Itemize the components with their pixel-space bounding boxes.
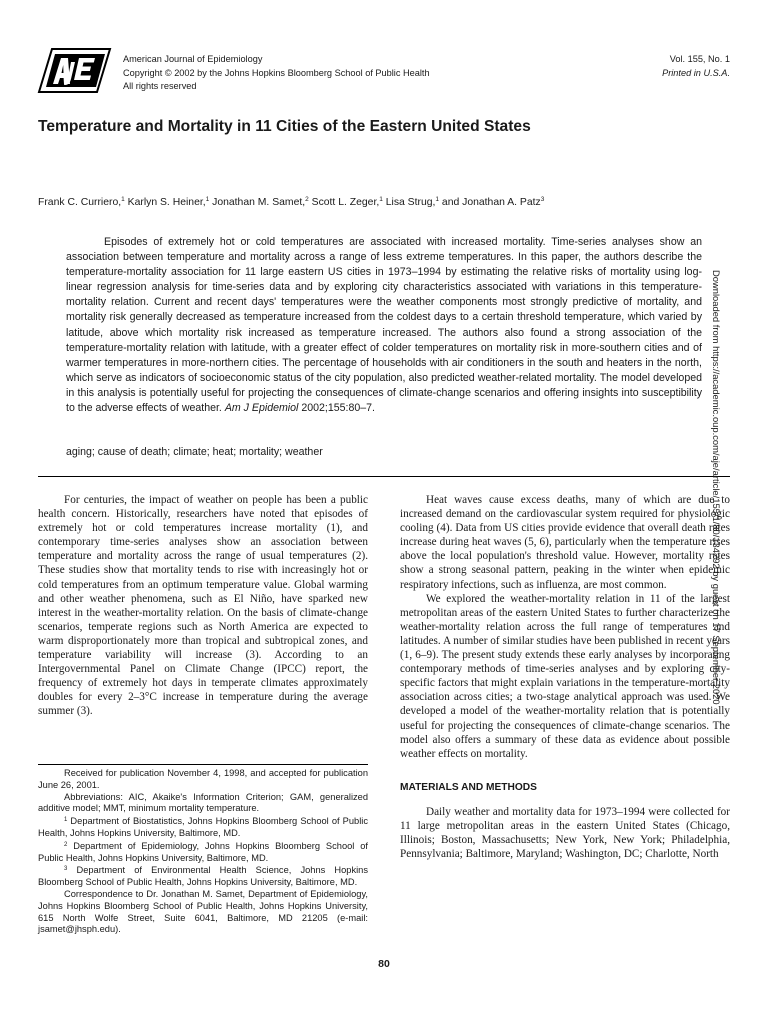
copyright-line: Copyright © 2002 by the Johns Hopkins Bloomberg School of Public Health bbox=[123, 67, 430, 78]
author: Karlyn S. Heiner,$^1$ bbox=[124, 196, 210, 208]
author: Lisa Strug,$^1$ bbox=[382, 196, 440, 208]
volume-number: Vol. 155, No. 1 bbox=[669, 54, 730, 64]
author: Frank C. Curriero,$^1$ bbox=[38, 196, 125, 208]
section-heading: MATERIALS AND METHODS bbox=[400, 781, 537, 793]
author: Scott L. Zeger,$^1$ bbox=[308, 196, 383, 208]
affiliation-note: $^1$ Department of Biostatistics, Johns Hopkins Bloomberg School of Public Health, Johns Hopkins University, Baltimore, MD. bbox=[38, 816, 368, 838]
abstract bbox=[66, 235, 702, 416]
article-title: Temperature and Mortality in 11 Cities of the Eastern United States bbox=[38, 118, 531, 135]
body-paragraph: Daily weather and mortality data for 1973–1994 were collected for 11 large metropolitan areas in the eastern United States (Chicago, Illinois; Boston, Massachusetts; New York, New York; Philadelphia, Pennsylvania; Baltimore, Maryland; Washington, DC; Charlotte, North bbox=[400, 805, 730, 861]
author: Jonathan M. Samet,$^2$ bbox=[209, 196, 309, 208]
affiliation-note: $^2$ Department of Epidemiology, Johns Hopkins Bloomberg School of Public Health, Johns Hopkins University, Baltimore, MD. bbox=[38, 840, 368, 863]
download-notice: Downloaded from https://academic.oup.com/aje/article/155/1/80/134292 by guest on 17 September 2020 bbox=[711, 270, 722, 705]
body-paragraph: Heat waves cause excess deaths, many of which are due to increased demand on the cardiovascular system required for physiologic cooling (4). Data from US cities provide evidence that overall death rates increase during heat waves (5, 6), particularly when the temperature rises above the local population's threshold value. However, mortality rates show a strong seasonal pattern, peaking in the winter when epidemic respiratory infections, such as influenza, are most common. bbox=[400, 494, 730, 591]
right-column bbox=[400, 493, 730, 861]
header-divider bbox=[38, 476, 730, 477]
author-list bbox=[38, 196, 544, 208]
received-note: Received for publication November 4, 1998, and accepted for publication June 26, 2001. bbox=[38, 768, 368, 790]
body-paragraph: For centuries, the impact of weather on people has been a public health concern. Historically, researchers have noted that episodes of extremely hot or cold temperatures increase mortality (1), and contemporary time-series analyses show an association between temperature and mortality across the range of usual temperatures (2). These studies show that mortality tends to rise with increasingly hot or cold temperatures from an optimum temperature value. Global warming and other weather phenomena, such as El Niño, have sparked new interest in the weather-mortality relation. On the basis of climate-change scenarios, temperate regions such as North America are expected to warm disproportionately more than tropical and subtropical zones, and temperature variability will increase (3). According to an Intergovernmental Panel on Climate Change (IPCC) report, the frequency of extremely hot days in temperate climates approximately doubles for every 2–3°C increase in temperature during the average summer (3). bbox=[38, 494, 368, 718]
journal-info bbox=[123, 53, 430, 94]
printed-location: Printed in U.S.A. bbox=[662, 67, 730, 78]
journal-name: American Journal of Epidemiology bbox=[123, 54, 263, 64]
journal-logo bbox=[37, 47, 112, 94]
citation-journal: Am J Epidemiol bbox=[224, 402, 299, 415]
page-number: 80 bbox=[378, 958, 390, 970]
keywords: aging; cause of death; climate; heat; mortality; weather bbox=[66, 446, 323, 458]
citation-details: 2002;155:80–7. bbox=[298, 402, 375, 415]
author: and Jonathan A. Patz$^3$ bbox=[439, 196, 545, 208]
footnotes bbox=[38, 768, 368, 936]
body-paragraph: We explored the weather-mortality relation in 11 of the largest metropolitan areas of the eastern United States to further characterize the weather-mortality relation across the full range of temperatures and latitudes. A number of similar studies have been published in recent years (1, 6–9). The present study extends these early analyses by incorporating contemporary methods of time-series analyses and by exploring city-specific factors that might explain variations in the temperature-mortality association across cities; a two-stage analytical approach was used. We developed a model of the weather-mortality relation that is potentially useful for projecting the consequences of climate-change scenarios. The model also offers a summary of these data as evidence about possible weather effects on mortality. bbox=[400, 592, 730, 760]
abstract-text: Episodes of extremely hot or cold temperatures are associated with increased mortality. Time-series analyses show an association between temperature and mortality across a range of less extreme temperatures. In this paper, the authors describe the temperature-mortality association for 11 large eastern US cities in 1973–1994 by estimating the relative risks of mortality using log-linear regression analysis for time-series data and by exploring city characteristics associated with variations in this temperature-mortality relation. Current and recent days' temperatures were the weather components most strongly predictive of mortality, and mortality risk generally decreased as temperature increased from the coldest days to a certain threshold temperature, which varied by latitude, above which mortality risk increased as temperature increased. The authors also found a strong association of the temperature-mortality relation with latitude, with a greater effect of colder temperatures on mortality risk in more-southern cities and of warmer temperatures in more-northern cities. The percentage of households with air conditioners in the south and heaters in the north, which serve as indicators of socioeconomic status of the city population, also predicted weather-related mortality. The model developed in this analysis is potentially useful for projecting the consequences of climate-change scenarios and offering insights into susceptibility to the adverse effects of weather. bbox=[66, 236, 702, 415]
rights-line: All rights reserved bbox=[123, 81, 197, 91]
left-column bbox=[38, 493, 368, 719]
volume-info bbox=[662, 53, 730, 80]
affiliation-note: $^3$ Department of Environmental Health Science, Johns Hopkins Bloomberg School of Public Health, Johns Hopkins University, Baltimore, MD. bbox=[38, 865, 368, 888]
correspondence-note: Correspondence to Dr. Jonathan M. Samet, Department of Epidemiology, Johns Hopkins Bloomberg School of Public Health, Johns Hopkins University, 615 North Wolfe Street, Suite 6041, Baltimore, MD 21205 (e-mail: jsamet@jhsph.edu). bbox=[38, 888, 368, 935]
footnote-divider bbox=[38, 764, 368, 765]
abbreviations-note: Abbreviations: AIC, Akaike's Information Criterion; GAM, generalized additive model; MMT, minimum mortality temperature. bbox=[38, 791, 368, 814]
